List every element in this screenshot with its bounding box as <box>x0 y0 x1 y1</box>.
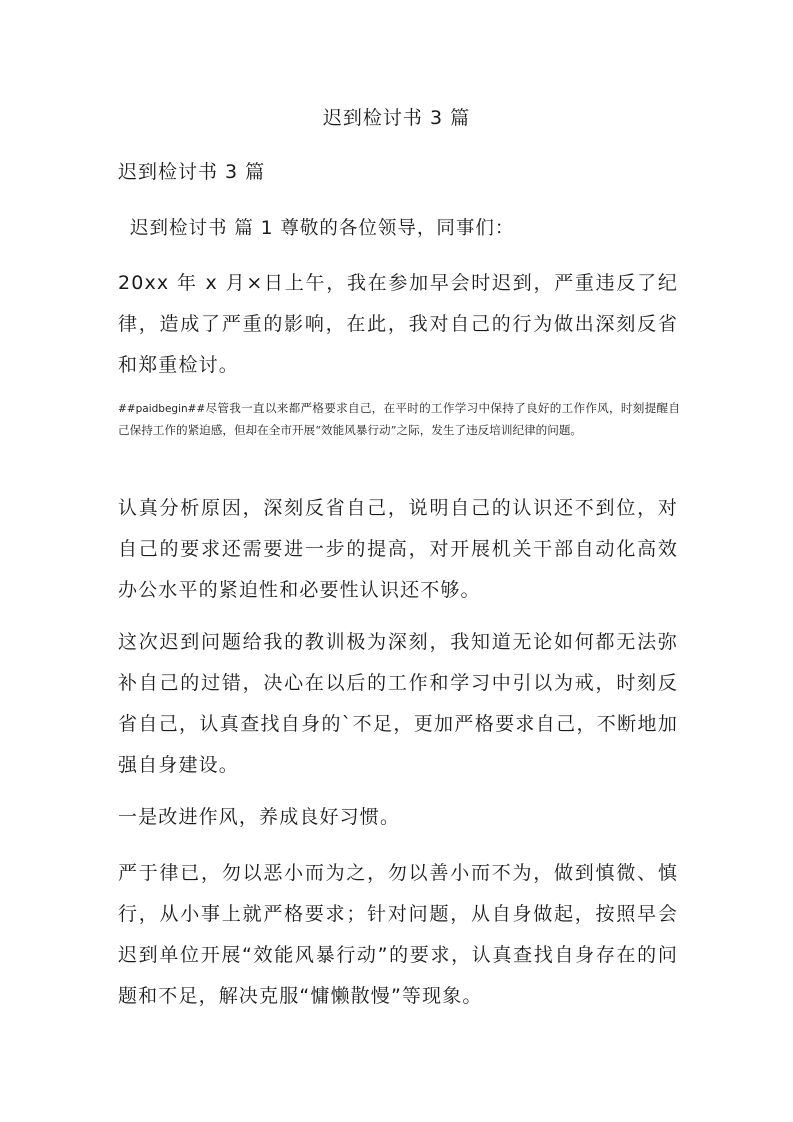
paragraph-background <box>118 398 680 441</box>
paragraph-background-text: 尽管我一直以来都严格要求自己，在平时的工作学习中保持了良好的工作作风，时刻提醒自己保持工作的紧迫感，但却在全市开展“效能风暴行动”之际，发生了违反培训纪律的问题。 <box>118 401 680 437</box>
paragraph-analysis: 认真分析原因，深刻反省自己，说明自己的认识还不到位，对自己的要求还需要进一步的提高，对开展机关干部自动化高效办公水平的紧迫性和必要性认识还不够。 <box>118 497 678 601</box>
salutation-line: 迟到检讨书 篇 1 尊敬的各位领导，同事们： <box>130 218 515 239</box>
paragraph-point-one: 一是改进作风，养成良好习惯。 <box>118 806 401 828</box>
paragraph-self-discipline: 严于律已，勿以恶小而为之，勿以善小而不为，做到慎微、慎行，从小事上就严格要求；针对问题，从自身做起，按照早会迟到单位开展“效能风暴行动”的要求，认真查找自身存在的问题和不足，解决克服“慵懒散慢”等现象。 <box>118 862 678 1007</box>
paragraph-incident: 20xx 年 x 月×日上午，我在参加早会时迟到，严重违反了纪律，造成了严重的影响，在此，我对自己的行为做出深刻反省和郑重检讨。 <box>118 272 678 376</box>
paid-marker: ##paidbegin## <box>118 403 206 415</box>
document-subtitle: 迟到检讨书 3 篇 <box>118 161 266 183</box>
paragraph-lesson: 这次迟到问题给我的教训极为深刻，我知道无论如何都无法弥补自己的过错，决心在以后的工作和学习中引以为戒，时刻反省自己，认真查找自身的`不足，更加严格要求自己，不断地加强自身建设。 <box>118 631 678 776</box>
document-title: 迟到检讨书 3 篇 <box>322 107 471 129</box>
